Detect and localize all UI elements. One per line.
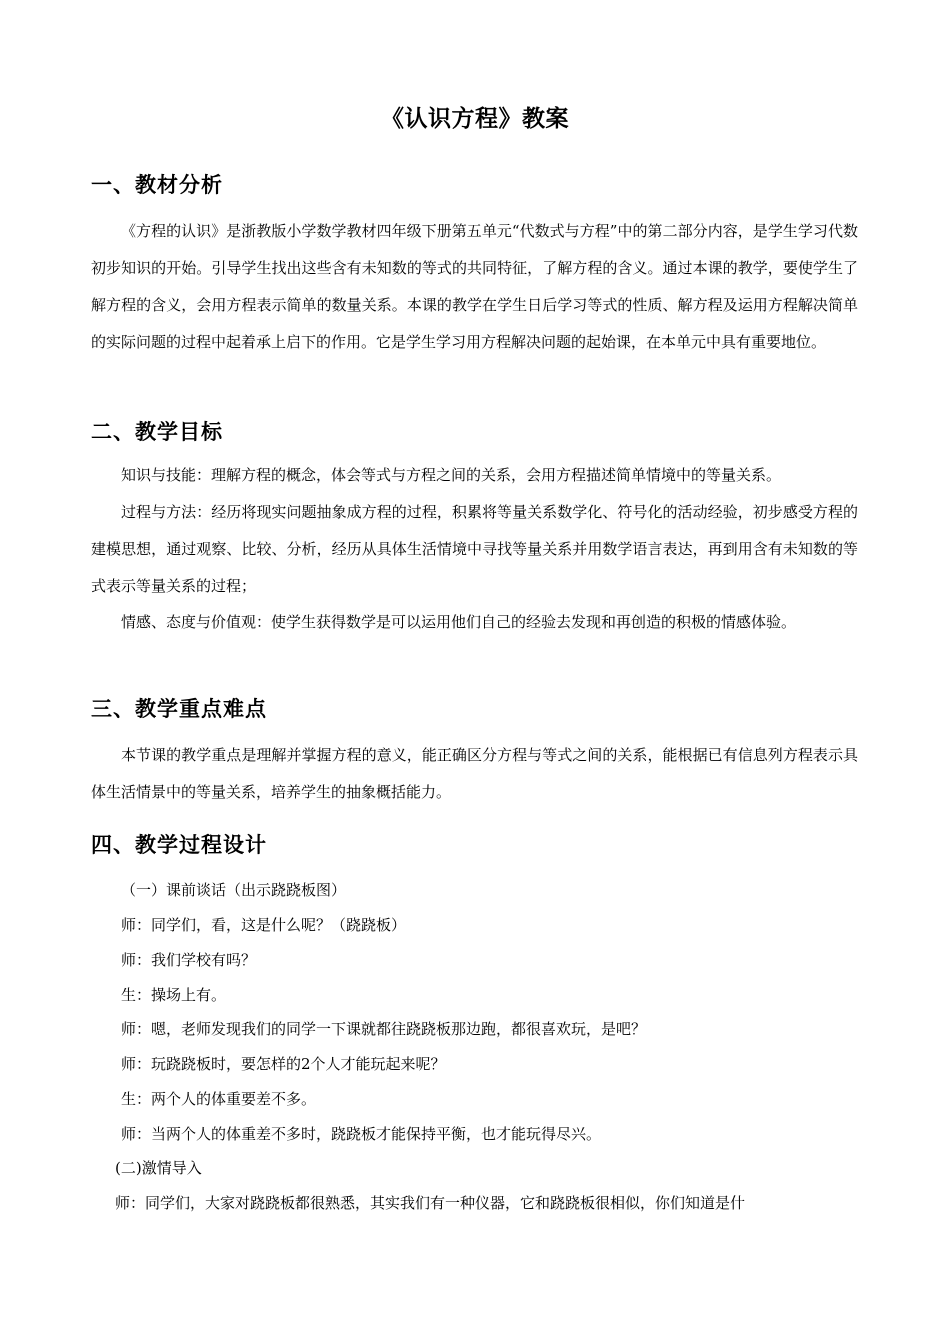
section-heading-key-points: 三、教学重点难点 [91,697,267,721]
process-line: 师：同学们，看，这是什么呢？（跷跷板） [121,916,407,934]
goal-knowledge-paragraph: 知识与技能：理解方程的概念，体会等式与方程之间的关系，会用方程描述简单情境中的等量关系。 [121,466,782,484]
key-points-paragraph: 本节课的教学重点是理解并掌握方程的意义，能正确区分方程与等式之间的关系，能根据已有信息列方程表示具体生活情景中的等量关系，培养学生的抽象概括能力。 [91,746,858,801]
process-line: (二)激情导入 [115,1159,202,1177]
process-line: 师：我们学校有吗？ [121,951,257,969]
textbook-analysis-paragraph: 《方程的认识》是浙教版小学数学教材四年级下册第五单元“代数式与方程”中的第二部分内容，是学生学习代数初步知识的开始。引导学生找出这些含有未知数的等式的共同特征，了解方程的含义。通过本课的教学，要使学生了解方程的含义，会用方程表示简单的数量关系。本课的教学在学生日后学习等式的性质、解方程及运用方程解决简单的实际问题的过程中起着承上启下的作用。它是学生学习用方程解决问题的起始课，在本单元中具有重要地位。 [91,222,858,351]
process-line: 生：操场上有。 [121,986,227,1004]
process-line: 师：玩跷跷板时，要怎样的2个人才能玩起来呢？ [121,1055,446,1073]
process-line: 师：同学们，大家对跷跷板都很熟悉，其实我们有一种仪器，它和跷跷板很相似，你们知道是什 [115,1194,746,1212]
section-heading-textbook-analysis: 一、教材分析 [91,173,223,197]
document-title: 《认识方程》教案 [381,106,569,132]
goal-attitude-paragraph: 情感、态度与价值观：使学生获得数学是可以运用他们自己的经验去发现和再创造的积极的情感体验。 [121,613,797,631]
section-heading-process-design: 四、教学过程设计 [91,833,267,857]
process-line: 生：两个人的体重要差不多。 [121,1090,317,1108]
process-line: 师：当两个人的体重差不多时，跷跷板才能保持平衡，也才能玩得尽兴。 [121,1125,602,1143]
process-line: （一）课前谈话（出示跷跷板图） [121,881,347,899]
goal-process-paragraph: 过程与方法：经历将现实问题抽象成方程的过程，积累将等量关系数学化、符号化的活动经验，初步感受方程的建模思想，通过观察、比较、分析，经历从具体生活情境中寻找等量关系并用数学语言表达，再到用含有未知数的等式表示等量关系的过程； [91,503,858,595]
section-heading-teaching-goals: 二、教学目标 [91,420,223,444]
process-line: 师：嗯，老师发现我们的同学一下课就都往跷跷板那边跑，都很喜欢玩，是吧？ [121,1020,647,1038]
